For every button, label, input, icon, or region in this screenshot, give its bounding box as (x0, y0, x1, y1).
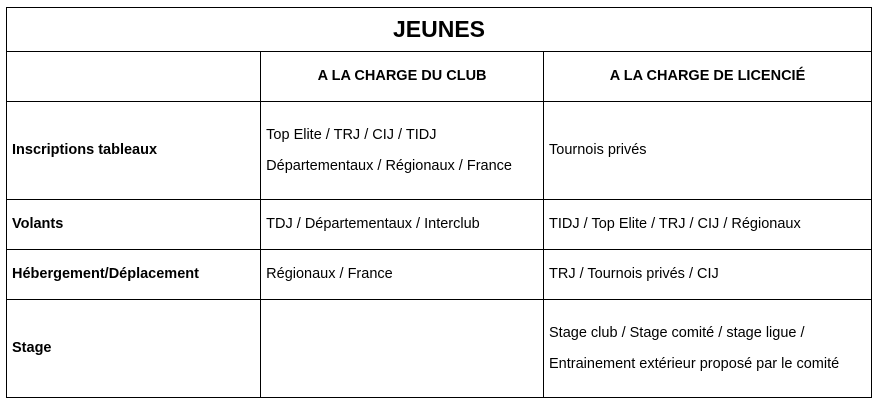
header-empty-cell (7, 52, 261, 102)
header-licencie: A LA CHARGE DE LICENCIÉ (544, 52, 872, 102)
cell-club-volants: TDJ / Départementaux / Interclub (261, 200, 544, 250)
cell-club-inscriptions: Top Elite / TRJ / CIJ / TIDJ Départementaux / Régionaux / France (261, 102, 544, 200)
row-label-hebergement: Hébergement/Déplacement (7, 250, 261, 300)
table-row (7, 250, 872, 300)
table-row (7, 200, 872, 250)
header-club: A LA CHARGE DU CLUB (261, 52, 544, 102)
header-row (7, 52, 872, 102)
cell-club-hebergement: Régionaux / France (261, 250, 544, 300)
table-row (7, 102, 872, 200)
row-label-volants: Volants (7, 200, 261, 250)
cell-licencie-volants: TIDJ / Top Elite / TRJ / CIJ / Régionaux (544, 200, 872, 250)
cell-licencie-stage: Stage club / Stage comité / stage ligue / Entrainement extérieur proposé par le comité (544, 300, 872, 398)
title-row (7, 8, 872, 52)
table-row (7, 300, 872, 398)
cell-licencie-inscriptions: Tournois privés (544, 102, 872, 200)
row-label-stage: Stage (7, 300, 261, 398)
cell-licencie-hebergement: TRJ / Tournois privés / CIJ (544, 250, 872, 300)
cell-club-stage (261, 300, 544, 398)
row-label-inscriptions: Inscriptions tableaux (7, 102, 261, 200)
jeunes-table (6, 7, 872, 398)
table-title: JEUNES (7, 8, 872, 52)
